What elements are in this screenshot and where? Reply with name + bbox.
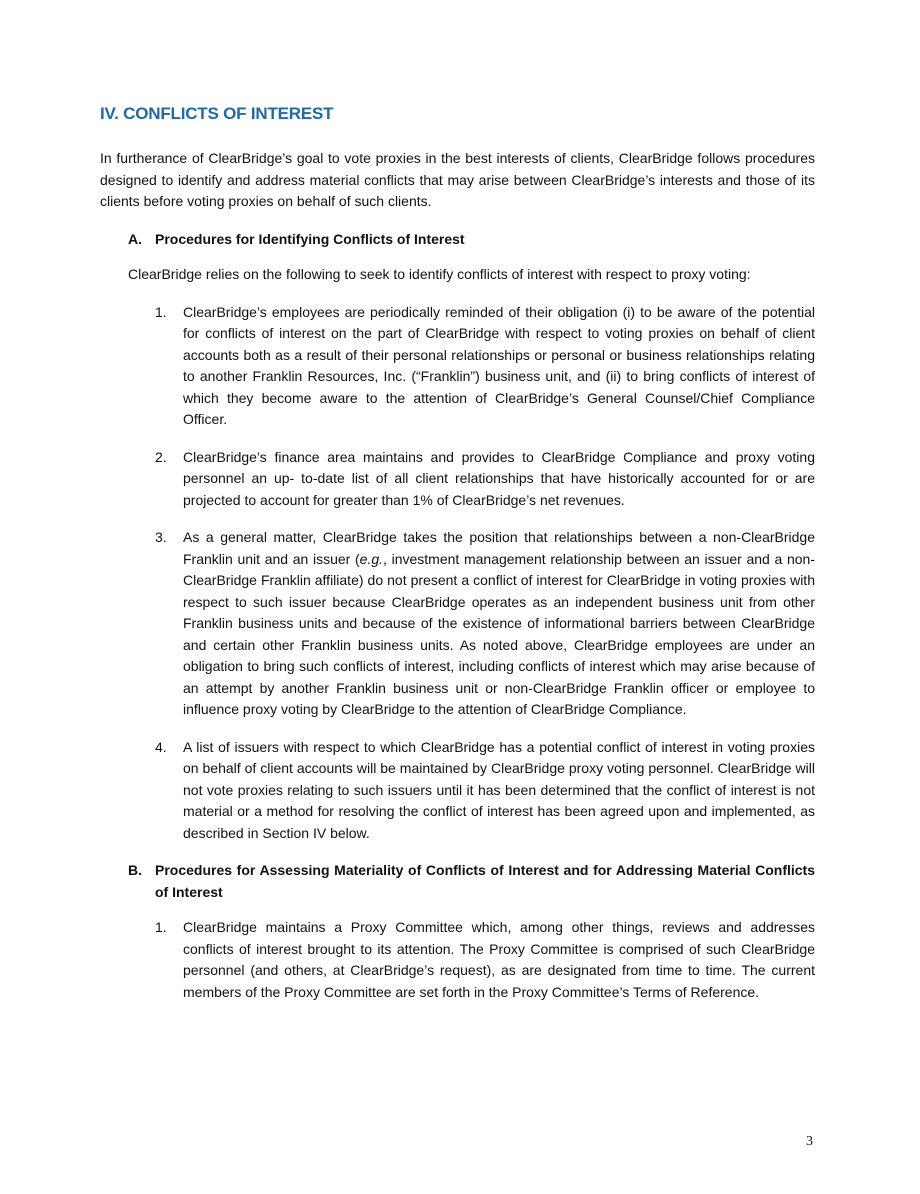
list-item-text-start: As a general matter, ClearBridge takes the position that relationships between a non-ClearBridge Franklin unit and an issuer ( <box>183 529 815 567</box>
list-item-number: 2. <box>155 448 167 465</box>
subsection-b-letter: B. <box>128 862 142 878</box>
section-intro: In furtherance of ClearBridge’s goal to vote proxies in the best interests of clients, ClearBridge follows procedures designed to identify and address material conflicts that may arise between ClearBridge’s interests and those of its clients before voting proxies on behalf of such clients. <box>100 150 815 209</box>
subsection-a-heading <box>128 229 815 251</box>
list-item <box>155 447 815 512</box>
section-title: IV. CONFLICTS OF INTEREST <box>100 104 334 123</box>
list-item <box>155 917 815 1003</box>
subsection-a-list <box>155 302 815 845</box>
list-item-number: 3. <box>155 529 167 545</box>
list-item-number: 1. <box>155 303 167 320</box>
page-number: 3 <box>806 1134 813 1149</box>
list-item-number: 1. <box>155 919 167 935</box>
list-item <box>155 527 815 721</box>
document-page <box>100 104 815 1019</box>
list-item-text <box>183 527 815 721</box>
list-item <box>155 302 815 431</box>
list-item-text: ClearBridge’s employees are periodically reminded of their obligation (i) to be aware of the potential for conflicts of interest on the part of ClearBridge with respect to voting proxies on behalf of client accounts both as a result of their personal relationships or personal or business relationships relating to another Franklin Resources, Inc. (“Franklin”) business unit, and (ii) to bring conflicts of interest of which they become aware to the attention of ClearBridge’s General Counsel/Chief Compliance Officer. <box>183 303 815 427</box>
list-item-text: A list of issuers with respect to which ClearBridge has a potential conflict of interest in voting proxies on behalf of client accounts will be maintained by ClearBridge proxy voting personnel. ClearBridge will not vote proxies relating to such issuers until it has been determined that the conflict of interest is not material or a method for resolving the conflict of interest has been agreed upon and implemented, as described in Section IV below. <box>183 738 815 841</box>
subsection-b-title: Procedures for Assessing Materiality of Conflicts of Interest and for Addressing Material Conflicts of Interest <box>155 862 815 900</box>
list-item-text-end: , investment management relationship between an issuer and a non-ClearBridge Franklin affiliate) do not present a conflict of interest for ClearBridge in voting proxies with respect to such issuer because ClearBridge operates as an independent business unit from other Franklin business units and because of the existence of informational barriers between ClearBridge and certain other Franklin business units. As noted above, ClearBridge employees are under an obligation to bring such conflicts of interest, including conflicts of interest which may arise because of an attempt by another Franklin business unit or non-ClearBridge Franklin officer or employee to influence proxy voting by ClearBridge to the attention of ClearBridge Compliance. <box>183 550 815 717</box>
list-item-text-emphasis: e.g. <box>359 550 384 567</box>
list-item <box>155 737 815 845</box>
subsection-a-title: Procedures for Identifying Conflicts of Interest <box>155 230 465 247</box>
subsection-b-heading <box>128 860 815 903</box>
list-item-number: 4. <box>155 738 167 755</box>
list-item-text: ClearBridge maintains a Proxy Committee which, among other things, reviews and addresses conflicts of interest brought to its attention. The Proxy Committee is comprised of such ClearBridge personnel (and others, at ClearBridge’s request), as are designated from time to time. The current members of the Proxy Committee are set forth in the Proxy Committee’s Terms of Reference. <box>183 919 815 1000</box>
subsection-a-letter: A. <box>128 230 142 247</box>
list-item-text: ClearBridge’s finance area maintains and provides to ClearBridge Compliance and proxy voting personnel an up- to-date list of all client relationships that have historically accounted for or are projected to account for greater than 1% of ClearBridge’s net revenues. <box>183 448 815 508</box>
subsection-b-list <box>155 917 815 1003</box>
subsection-a-intro: ClearBridge relies on the following to seek to identify conflicts of interest with respect to proxy voting: <box>128 266 751 282</box>
